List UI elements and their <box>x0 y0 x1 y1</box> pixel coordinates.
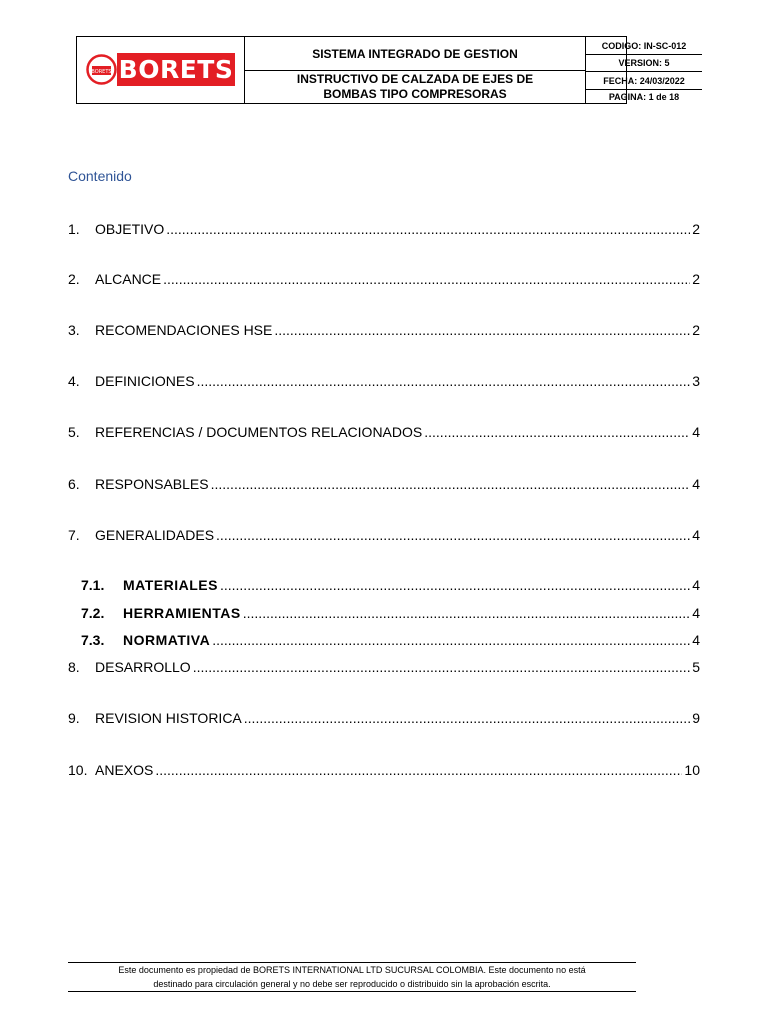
toc-entry-number: 7.3. <box>81 632 105 648</box>
toc-entry-number: 7. <box>68 527 80 543</box>
toc-leader-dots <box>424 424 690 440</box>
toc-leader-dots <box>163 271 690 287</box>
toc-leader-dots <box>216 527 690 543</box>
system-title: SISTEMA INTEGRADO DE GESTION <box>245 37 586 71</box>
toc-entry-title: NORMATIVA <box>123 632 211 648</box>
toc-leader-dots <box>243 605 690 621</box>
page-cell: PAGINA: 1 de 18 <box>608 91 680 102</box>
toc-entry-number: 7.1. <box>81 577 105 593</box>
toc-entry-title: ALCANCE <box>95 271 162 287</box>
footer-rule-bottom <box>68 991 636 992</box>
toc-leader-dots <box>166 221 690 237</box>
code-cell: CODIGO: IN-SC-012 <box>586 37 702 55</box>
toc-entry[interactable] <box>68 659 700 675</box>
toc-entry-page: 3 <box>692 373 700 389</box>
toc-entry[interactable] <box>68 527 700 543</box>
toc-entry-page: 5 <box>692 659 700 675</box>
toc-entry[interactable] <box>68 322 700 338</box>
toc-entry-number: 3. <box>68 322 80 338</box>
date-cell: FECHA: 24/03/2022 <box>586 72 702 90</box>
toc-entry-title: DESARROLLO <box>95 659 191 675</box>
toc-entry-number: 8. <box>68 659 80 675</box>
toc-entry-title: HERRAMIENTAS <box>123 605 241 621</box>
document-header <box>76 36 687 104</box>
toc-entry-number: 4. <box>68 373 80 389</box>
toc-entry[interactable] <box>68 476 700 492</box>
toc-leader-dots <box>197 373 691 389</box>
toc-leader-dots <box>212 632 690 648</box>
toc-entry-number: 9. <box>68 710 80 726</box>
toc-entry-page: 9 <box>692 710 700 726</box>
toc-leader-dots <box>211 476 691 492</box>
toc-entry[interactable] <box>68 221 700 237</box>
toc-entry[interactable] <box>81 632 700 648</box>
document-title-line1: INSTRUCTIVO DE CALZADA DE EJES DE <box>296 72 534 86</box>
toc-entry[interactable] <box>68 271 700 287</box>
document-title <box>245 71 586 103</box>
toc-entry-page: 4 <box>692 424 700 440</box>
logo-cell <box>77 37 245 103</box>
toc-leader-dots <box>193 659 691 675</box>
toc-entry[interactable] <box>81 577 700 593</box>
borets-emblem-icon <box>85 53 118 86</box>
toc-entry-number: 2. <box>68 271 80 287</box>
toc-entry-title: REVISION HISTORICA <box>95 710 242 726</box>
toc-entry-page: 2 <box>692 322 700 338</box>
borets-logo <box>85 52 235 88</box>
toc-entry[interactable] <box>81 605 700 621</box>
toc-entry-page: 10 <box>684 762 700 778</box>
toc-entry-title: GENERALIDADES <box>95 527 215 543</box>
toc-entry-page: 4 <box>692 527 700 543</box>
toc-entry-title: REFERENCIAS / DOCUMENTOS RELACIONADOS <box>95 424 423 440</box>
toc-entry-title: MATERIALES <box>123 577 218 593</box>
document-title-line2: BOMBAS TIPO COMPRESORAS <box>323 87 507 101</box>
footer-line1: Este documento es propiedad de BORETS INTERNATIONAL LTD SUCURSAL COLOMBIA. Este documento no está <box>118 965 586 975</box>
toc-leader-dots <box>220 577 690 593</box>
svg-text:BORETS: BORETS <box>91 69 112 75</box>
toc-entry[interactable] <box>68 710 700 726</box>
toc-leader-dots <box>274 322 690 338</box>
footer-notice <box>68 963 636 991</box>
contents-heading: Contenido <box>68 168 132 184</box>
toc-entry-title: RESPONSABLES <box>95 476 209 492</box>
logo-wordmark: BORETS <box>118 55 234 84</box>
toc-leader-dots <box>155 762 682 778</box>
toc-entry-title: DEFINICIONES <box>95 373 195 389</box>
toc-entry-number: 7.2. <box>81 605 105 621</box>
toc-entry[interactable] <box>68 424 700 440</box>
version-cell: VERSION: 5 <box>586 55 702 72</box>
toc-entry-page: 2 <box>692 271 700 287</box>
toc-entry-page: 4 <box>692 632 700 648</box>
toc-entry-page: 2 <box>692 221 700 237</box>
toc-entry-number: 5. <box>68 424 80 440</box>
toc-entry[interactable] <box>68 373 700 389</box>
toc-leader-dots <box>244 710 690 726</box>
toc-entry-page: 4 <box>692 476 700 492</box>
toc-entry-number: 10. <box>68 762 88 778</box>
footer-line2: destinado para circulación general y no debe ser reproducido o distribuido sin la aprobación escrita. <box>153 979 551 989</box>
toc-entry-number: 6. <box>68 476 80 492</box>
toc-entry-page: 4 <box>692 577 700 593</box>
toc-entry[interactable] <box>68 762 700 778</box>
toc-entry-title: OBJETIVO <box>95 221 165 237</box>
toc-entry-title: RECOMENDACIONES HSE <box>95 322 273 338</box>
toc-entry-number: 1. <box>68 221 80 237</box>
toc-entry-page: 4 <box>692 605 700 621</box>
toc-entry-title: ANEXOS <box>95 762 154 778</box>
